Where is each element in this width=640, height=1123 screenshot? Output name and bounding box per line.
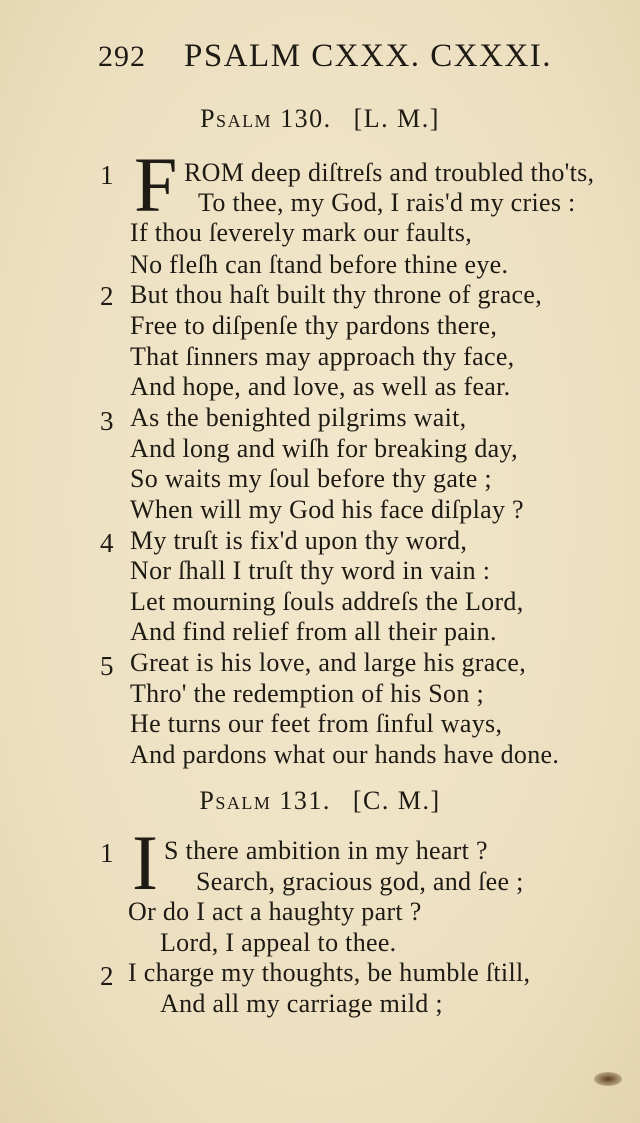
verse-line: If thou ſeverely mark our faults,	[130, 218, 473, 247]
verse-line: ROM deep diſtreſs and troubled tho'ts,	[184, 158, 595, 187]
verse-line: When will my God his face diſplay ?	[130, 495, 524, 524]
verse-line: He turns our feet from ſinful ways,	[130, 709, 503, 738]
verse-line: Nor ſhall I truſt thy word in vain :	[130, 556, 491, 585]
psalm-131-heading	[0, 786, 640, 816]
verse-line: No fleſh can ſtand before thine eye.	[130, 250, 509, 279]
verse-line: S there ambition in my heart ?	[164, 836, 488, 865]
stanza-number: 4	[100, 528, 114, 558]
drop-cap: F	[134, 141, 178, 228]
verse-line: To thee, my God, I rais'd my cries :	[198, 188, 576, 217]
verse-line: Great is his love, and large his grace,	[130, 648, 527, 677]
verse-line: Search, gracious god, and ſee ;	[196, 867, 524, 896]
stanza-number: 5	[100, 651, 114, 681]
psalm-130-title: Psalm 130.	[200, 104, 332, 133]
stanza-number: 2	[100, 281, 114, 311]
running-title: PSALM CXXX. CXXXI.	[184, 38, 553, 74]
psalm-130-meter: [L. M.]	[353, 104, 440, 133]
drop-cap: I	[132, 819, 158, 906]
verse-line: And hope, and love, as well as fear.	[130, 372, 511, 401]
psalm-130-heading	[0, 104, 640, 134]
psalm-131-meter: [C. M.]	[352, 786, 441, 815]
verse-line: And all my carriage mild ;	[160, 989, 443, 1018]
verse-line: That ſinners may approach thy face,	[130, 342, 515, 371]
verse-line: And pardons what our hands have done.	[130, 740, 560, 769]
stanza-number: 1	[100, 838, 114, 868]
verse-line: And find relief from all their pain.	[130, 617, 497, 646]
stanza-number: 3	[100, 406, 114, 436]
verse-line: Or do I act a haughty part ?	[128, 897, 422, 926]
psalm-131-title: Psalm 131.	[199, 786, 331, 815]
verse-line: So waits my ſoul before thy gate ;	[130, 464, 492, 493]
stanza-number: 1	[100, 160, 114, 190]
verse-line: Free to diſpenſe thy pardons there,	[130, 311, 498, 340]
verse-line: And long and wiſh for breaking day,	[130, 434, 518, 463]
stanza-number: 2	[100, 961, 114, 991]
ink-smudge	[594, 1072, 622, 1086]
running-head	[98, 38, 568, 82]
verse-line: My truſt is fix'd upon thy word,	[130, 526, 468, 555]
verse-line: Thro' the redemption of his Son ;	[130, 679, 484, 708]
verse-line: As the benighted pilgrims wait,	[130, 403, 467, 432]
page-number: 292	[98, 40, 146, 73]
verse-line: Lord, I appeal to thee.	[160, 928, 397, 957]
verse-line: Let mourning ſouls addreſs the Lord,	[130, 587, 524, 616]
verse-line: But thou haſt built thy throne of grace,	[130, 280, 543, 309]
verse-line: I charge my thoughts, be humble ſtill,	[128, 958, 531, 987]
